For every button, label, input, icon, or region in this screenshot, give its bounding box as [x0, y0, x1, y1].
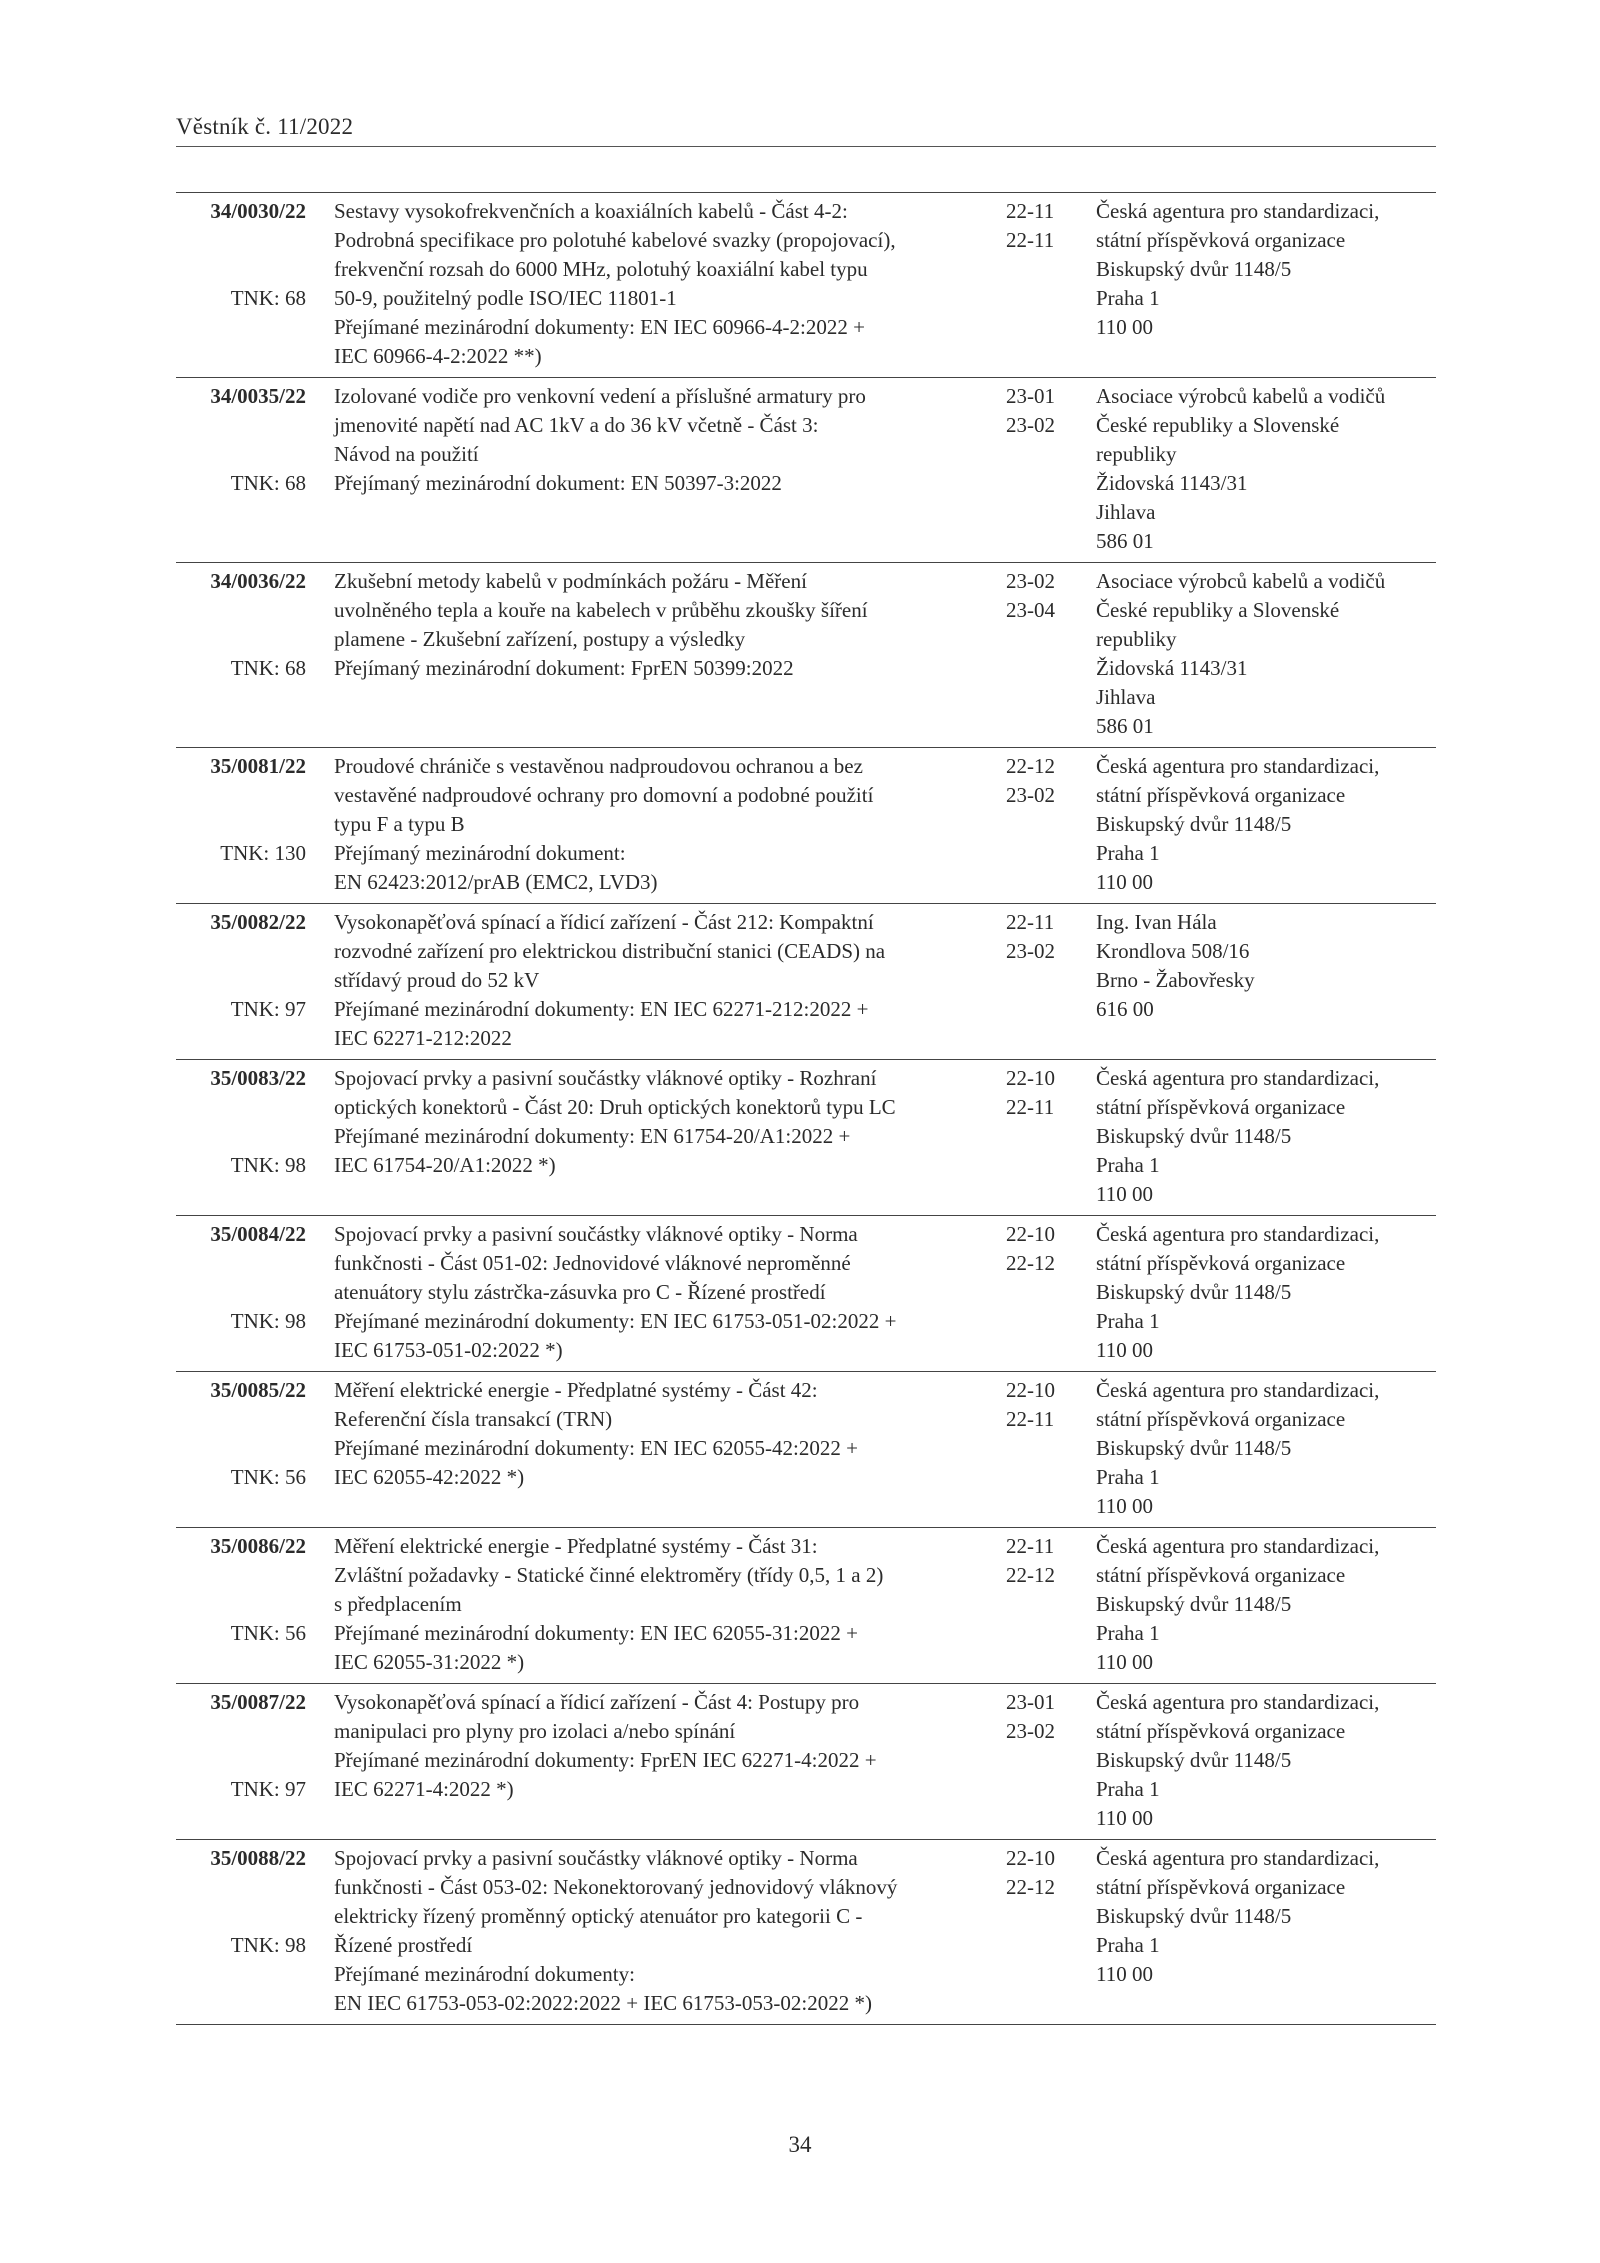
entry-org-line: 616 00 — [1096, 997, 1154, 1021]
entry-title-line: frekvenční rozsah do 6000 MHz, polotuhý koaxiální kabel typu — [334, 257, 868, 281]
entry-title — [334, 1528, 994, 1681]
entry-org-line: Brno - Žabovřesky — [1096, 968, 1255, 992]
entry-date: 22-12 — [1006, 754, 1055, 778]
entry-title-line: Spojovací prvky a pasivní součástky vláknové optiky - Norma — [334, 1846, 858, 1870]
entry-id: 35/0086/22 — [210, 1534, 306, 1558]
entry-title-line: Přejímaný mezinárodní dokument: FprEN 50399:2022 — [334, 656, 794, 680]
entry-org-line: Česká agentura pro standardizaci, — [1096, 754, 1380, 778]
entry-title-line: Přejímané mezinárodní dokumenty: EN IEC 60966-4-2:2022 + — [334, 315, 865, 339]
entry-id-column — [176, 1376, 306, 1489]
entry-title-line: IEC 62271-212:2022 — [334, 1026, 512, 1050]
entry-org-line: Ing. Ivan Hála — [1096, 910, 1217, 934]
entry-date: 22-10 — [1006, 1846, 1055, 1870]
entry-title-line: funkčnosti - Část 053-02: Nekonektorovaný jednovidový vláknový — [334, 1875, 898, 1899]
entry-title-line: IEC 61753-051-02:2022 *) — [334, 1338, 563, 1362]
standard-entry — [176, 378, 1436, 563]
entry-title-line: Vysokonapěťová spínací a řídicí zařízení - Část 212: Kompaktní — [334, 910, 874, 934]
page-number: 34 — [788, 2132, 812, 2157]
standard-entry — [176, 1840, 1436, 2025]
entry-title-line: Sestavy vysokofrekvenčních a koaxiálních kabelů - Část 4-2: — [334, 199, 848, 223]
entry-org-line: 110 00 — [1096, 1650, 1153, 1674]
entry-tnk: TNK: 130 — [220, 841, 306, 865]
entry-tnk: TNK: 98 — [230, 1153, 306, 1177]
entry-dates — [1006, 1376, 1086, 1434]
entry-id: 35/0085/22 — [210, 1378, 306, 1402]
entry-title-line: Přejímané mezinárodní dokumenty: EN IEC 62055-31:2022 + — [334, 1621, 858, 1645]
entry-id-column — [176, 567, 306, 680]
entry-tnk: TNK: 98 — [230, 1933, 306, 1957]
standard-entry — [176, 193, 1436, 378]
entry-tnk: TNK: 68 — [230, 656, 306, 680]
entry-id: 34/0030/22 — [210, 199, 306, 223]
entry-org-line: státní příspěvková organizace — [1096, 783, 1346, 807]
entry-title-line: funkčnosti - Část 051-02: Jednovidové vláknové neproměnné — [334, 1251, 851, 1275]
entry-id: 35/0081/22 — [210, 754, 306, 778]
entry-date: 23-02 — [1006, 569, 1055, 593]
entry-title-line: Spojovací prvky a pasivní součástky vláknové optiky - Rozhraní — [334, 1066, 877, 1090]
standard-entry — [176, 1684, 1436, 1840]
entry-title-line: manipulaci pro plyny pro izolaci a/nebo spínání — [334, 1719, 736, 1743]
entry-title — [334, 904, 994, 1057]
entry-dates — [1006, 197, 1086, 255]
entry-dates — [1006, 1844, 1086, 1902]
entry-title-line: Přejímané mezinárodní dokumenty: — [334, 1962, 635, 1986]
entry-title-line: Přejímané mezinárodní dokumenty: EN 61754-20/A1:2022 + — [334, 1124, 851, 1148]
entry-org-line: státní příspěvková organizace — [1096, 1095, 1346, 1119]
entry-date: 22-12 — [1006, 1251, 1055, 1275]
entry-org-line: 110 00 — [1096, 1494, 1153, 1518]
entry-title-line: Měření elektrické energie - Předplatné systémy - Část 42: — [334, 1378, 818, 1402]
entry-title-line: IEC 61754-20/A1:2022 *) — [334, 1153, 556, 1177]
entry-org-line: Praha 1 — [1096, 1309, 1160, 1333]
entry-title-line: EN 62423:2012/prAB (EMC2, LVD3) — [334, 870, 658, 894]
entry-dates — [1006, 1064, 1086, 1122]
entry-org-line: Židovská 1143/31 — [1096, 656, 1248, 680]
entry-org-line: Biskupský dvůr 1148/5 — [1096, 1436, 1292, 1460]
entry-tnk: TNK: 56 — [230, 1621, 306, 1645]
entry-organization — [1096, 1376, 1436, 1521]
standard-entry — [176, 563, 1436, 748]
entry-title — [334, 378, 994, 502]
entry-title-line: Přejímaný mezinárodní dokument: — [334, 841, 626, 865]
entry-dates — [1006, 1688, 1086, 1746]
entry-title-line: střídavý proud do 52 kV — [334, 968, 540, 992]
entry-org-line: 110 00 — [1096, 1182, 1153, 1206]
entry-date: 23-04 — [1006, 598, 1055, 622]
entry-org-line: Praha 1 — [1096, 1777, 1160, 1801]
entry-date: 22-11 — [1006, 199, 1055, 223]
entry-org-line: Česká agentura pro standardizaci, — [1096, 1690, 1380, 1714]
entry-title-line: 50-9, použitelný podle ISO/IEC 11801-1 — [334, 286, 677, 310]
entry-org-line: Biskupský dvůr 1148/5 — [1096, 1904, 1292, 1928]
entry-id-column — [176, 1532, 306, 1645]
entry-title-line: jmenovité napětí nad AC 1kV a do 36 kV včetně - Část 3: — [334, 413, 819, 437]
entry-dates — [1006, 908, 1086, 966]
entry-title-line: Měření elektrické energie - Předplatné systémy - Část 31: — [334, 1534, 818, 1558]
entry-org-line: Česká agentura pro standardizaci, — [1096, 1846, 1380, 1870]
entry-org-line: České republiky a Slovenské — [1096, 413, 1340, 437]
entry-tnk: TNK: 97 — [230, 1777, 306, 1801]
entry-title-line: plamene - Zkušební zařízení, postupy a výsledky — [334, 627, 746, 651]
standard-entry — [176, 904, 1436, 1060]
entry-organization — [1096, 1688, 1436, 1833]
entry-title-line: s předplacením — [334, 1592, 462, 1616]
entry-id-column — [176, 752, 306, 865]
entry-tnk: TNK: 97 — [230, 997, 306, 1021]
entry-org-line: Praha 1 — [1096, 1153, 1160, 1177]
entry-date: 22-11 — [1006, 1407, 1055, 1431]
entry-date: 23-02 — [1006, 783, 1055, 807]
entry-org-line: 110 00 — [1096, 1806, 1153, 1830]
entry-org-line: Židovská 1143/31 — [1096, 471, 1248, 495]
entry-org-line: Česká agentura pro standardizaci, — [1096, 1066, 1380, 1090]
entry-id: 35/0084/22 — [210, 1222, 306, 1246]
standard-entry — [176, 1216, 1436, 1372]
entry-title-line: Přejímané mezinárodní dokumenty: EN IEC 62271-212:2022 + — [334, 997, 869, 1021]
entry-org-line: Česká agentura pro standardizaci, — [1096, 199, 1380, 223]
entry-id: 35/0087/22 — [210, 1690, 306, 1714]
entry-title — [334, 748, 994, 901]
entry-title-line: elektricky řízený proměnný optický atenuátor pro kategorii C - — [334, 1904, 863, 1928]
entry-org-line: státní příspěvková organizace — [1096, 1407, 1346, 1431]
entry-title-line: IEC 62271-4:2022 *) — [334, 1777, 514, 1801]
entry-org-line: Jihlava — [1096, 685, 1156, 709]
entry-id: 35/0083/22 — [210, 1066, 306, 1090]
entry-title — [334, 1216, 994, 1369]
bulletin-header: Věstník č. 11/2022 — [176, 114, 354, 139]
entry-org-line: Biskupský dvůr 1148/5 — [1096, 1280, 1292, 1304]
entry-org-line: Praha 1 — [1096, 1465, 1160, 1489]
entry-title-line: IEC 60966-4-2:2022 **) — [334, 344, 542, 368]
entry-id: 35/0082/22 — [210, 910, 306, 934]
entry-org-line: Biskupský dvůr 1148/5 — [1096, 1592, 1292, 1616]
entry-date: 23-01 — [1006, 1690, 1055, 1714]
entry-id-column — [176, 1844, 306, 1957]
entry-date: 22-11 — [1006, 1095, 1055, 1119]
header-rule — [176, 146, 1436, 147]
entry-dates — [1006, 567, 1086, 625]
entry-organization — [1096, 382, 1436, 556]
entry-title-line: Přejímaný mezinárodní dokument: EN 50397-3:2022 — [334, 471, 782, 495]
entry-title — [334, 1060, 994, 1184]
entry-org-line: republiky — [1096, 442, 1177, 466]
entry-org-line: Biskupský dvůr 1148/5 — [1096, 812, 1292, 836]
entry-org-line: Asociace výrobců kabelů a vodičů — [1096, 384, 1386, 408]
entry-id-column — [176, 908, 306, 1021]
entry-org-line: 110 00 — [1096, 315, 1153, 339]
entry-title-line: Přejímané mezinárodní dokumenty: FprEN IEC 62271-4:2022 + — [334, 1748, 877, 1772]
entry-organization — [1096, 1220, 1436, 1365]
entry-title-line: Vysokonapěťová spínací a řídicí zařízení - Část 4: Postupy pro — [334, 1690, 860, 1714]
entry-org-line: Krondlova 508/16 — [1096, 939, 1250, 963]
entry-organization — [1096, 197, 1436, 342]
entry-id: 34/0035/22 — [210, 384, 306, 408]
entry-title-line: Zvláštní požadavky - Statické činné elektroměry (třídy 0,5, 1 a 2) — [334, 1563, 884, 1587]
entry-date: 22-11 — [1006, 1534, 1055, 1558]
entry-organization — [1096, 1064, 1436, 1209]
entry-org-line: 110 00 — [1096, 870, 1153, 894]
entry-organization — [1096, 752, 1436, 897]
entry-title-line: Spojovací prvky a pasivní součástky vláknové optiky - Norma — [334, 1222, 858, 1246]
entry-tnk: TNK: 56 — [230, 1465, 306, 1489]
entry-title-line: Přejímané mezinárodní dokumenty: EN IEC 61753-051-02:2022 + — [334, 1309, 897, 1333]
entry-title-line: Podrobná specifikace pro polotuhé kabelové svazky (propojovací), — [334, 228, 896, 252]
entry-title-line: EN IEC 61753-053-02:2022:2022 + IEC 61753-053-02:2022 *) — [334, 1991, 872, 2015]
entry-title — [334, 1372, 994, 1496]
entry-title-line: Zkušební metody kabelů v podmínkách požáru - Měření — [334, 569, 807, 593]
entry-id: 35/0088/22 — [210, 1846, 306, 1870]
standard-entry — [176, 748, 1436, 904]
standard-entry — [176, 1528, 1436, 1684]
entry-org-line: Asociace výrobců kabelů a vodičů — [1096, 569, 1386, 593]
entry-org-line: Biskupský dvůr 1148/5 — [1096, 257, 1292, 281]
entry-date: 22-11 — [1006, 228, 1055, 252]
entry-date: 22-10 — [1006, 1378, 1055, 1402]
entry-title-line: Návod na použití — [334, 442, 479, 466]
entry-date: 23-02 — [1006, 1719, 1055, 1743]
entry-tnk: TNK: 68 — [230, 471, 306, 495]
entry-org-line: Praha 1 — [1096, 841, 1160, 865]
entry-id-column — [176, 1064, 306, 1177]
entry-dates — [1006, 382, 1086, 440]
entry-title-line: typu F a typu B — [334, 812, 465, 836]
entry-org-line: Česká agentura pro standardizaci, — [1096, 1222, 1380, 1246]
entry-dates — [1006, 1532, 1086, 1590]
entry-tnk: TNK: 98 — [230, 1309, 306, 1333]
entry-date: 22-10 — [1006, 1222, 1055, 1246]
entry-org-line: státní příspěvková organizace — [1096, 1251, 1346, 1275]
entry-title-line: IEC 62055-42:2022 *) — [334, 1465, 525, 1489]
entry-org-line: České republiky a Slovenské — [1096, 598, 1340, 622]
entry-tnk: TNK: 68 — [230, 286, 306, 310]
entry-org-line: Česká agentura pro standardizaci, — [1096, 1378, 1380, 1402]
entry-title — [334, 1684, 994, 1808]
entry-title — [334, 563, 994, 687]
entry-id-column — [176, 197, 306, 310]
entry-title-line: optických konektorů - Část 20: Druh optických konektorů typu LC — [334, 1095, 896, 1119]
standards-table — [176, 192, 1436, 2025]
entry-title-line: vestavěné nadproudové ochrany pro domovní a podobné použití — [334, 783, 874, 807]
entry-org-line: Praha 1 — [1096, 1621, 1160, 1645]
entry-title-line: Přejímané mezinárodní dokumenty: EN IEC 62055-42:2022 + — [334, 1436, 858, 1460]
entry-date: 23-01 — [1006, 384, 1055, 408]
entry-org-line: 586 01 — [1096, 714, 1154, 738]
entry-date: 22-10 — [1006, 1066, 1055, 1090]
entry-org-line: Praha 1 — [1096, 286, 1160, 310]
entry-org-line: Biskupský dvůr 1148/5 — [1096, 1124, 1292, 1148]
entry-date: 22-12 — [1006, 1875, 1055, 1899]
entry-org-line: státní příspěvková organizace — [1096, 228, 1346, 252]
entry-organization — [1096, 1844, 1436, 1989]
entry-organization — [1096, 908, 1436, 1024]
entry-dates — [1006, 752, 1086, 810]
entry-title-line: Řízené prostředí — [334, 1933, 473, 1957]
entry-date: 23-02 — [1006, 413, 1055, 437]
entry-org-line: 110 00 — [1096, 1338, 1153, 1362]
entry-org-line: 110 00 — [1096, 1962, 1153, 1986]
entry-dates — [1006, 1220, 1086, 1278]
entry-org-line: Praha 1 — [1096, 1933, 1160, 1957]
entry-title — [334, 193, 994, 375]
entry-org-line: státní příspěvková organizace — [1096, 1875, 1346, 1899]
entry-org-line: Biskupský dvůr 1148/5 — [1096, 1748, 1292, 1772]
entry-date: 22-11 — [1006, 910, 1055, 934]
entry-title-line: uvolněného tepla a kouře na kabelech v průběhu zkoušky šíření — [334, 598, 868, 622]
entry-org-line: státní příspěvková organizace — [1096, 1719, 1346, 1743]
entry-title-line: Izolované vodiče pro venkovní vedení a příslušné armatury pro — [334, 384, 866, 408]
entry-organization — [1096, 567, 1436, 741]
entry-org-line: státní příspěvková organizace — [1096, 1563, 1346, 1587]
entry-org-line: Jihlava — [1096, 500, 1156, 524]
entry-id-column — [176, 1688, 306, 1801]
entry-title-line: atenuátory stylu zástrčka-zásuvka pro C - Řízené prostředí — [334, 1280, 826, 1304]
entry-title-line: rozvodné zařízení pro elektrickou distribuční stanici (CEADS) na — [334, 939, 886, 963]
entry-id-column — [176, 1220, 306, 1333]
entry-title-line: Proudové chrániče s vestavěnou nadproudovou ochranou a bez — [334, 754, 863, 778]
entry-id-column — [176, 382, 306, 495]
standard-entry — [176, 1372, 1436, 1528]
entry-title — [334, 1840, 994, 2022]
standard-entry — [176, 1060, 1436, 1216]
entry-org-line: republiky — [1096, 627, 1177, 651]
entry-org-line: Česká agentura pro standardizaci, — [1096, 1534, 1380, 1558]
entry-organization — [1096, 1532, 1436, 1677]
entry-title-line: Referenční čísla transakcí (TRN) — [334, 1407, 613, 1431]
entry-date: 23-02 — [1006, 939, 1055, 963]
entry-id: 34/0036/22 — [210, 569, 306, 593]
entry-title-line: IEC 62055-31:2022 *) — [334, 1650, 525, 1674]
entry-date: 22-12 — [1006, 1563, 1055, 1587]
entry-org-line: 586 01 — [1096, 529, 1154, 553]
